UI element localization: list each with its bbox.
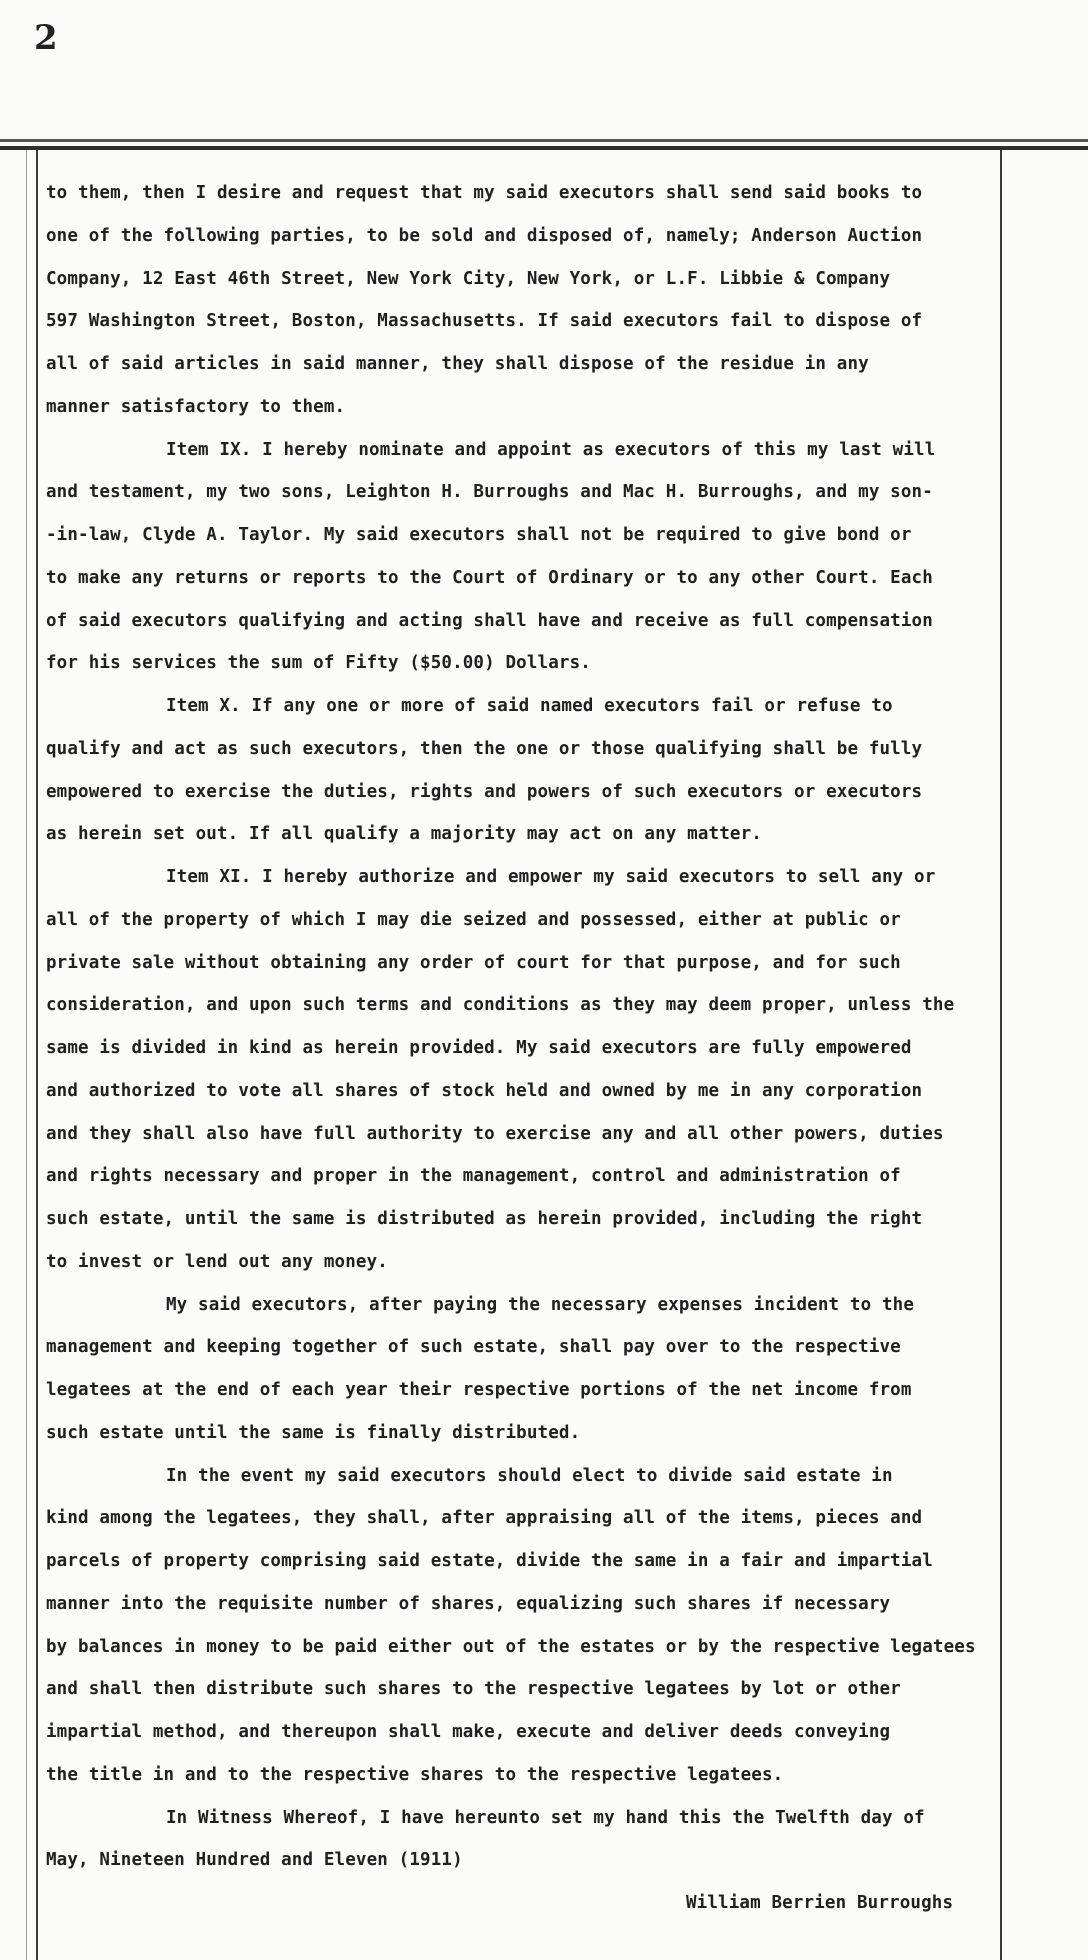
text-line: impartial method, and thereupon shall make, execute and deliver deeds conveying — [46, 1722, 891, 1742]
text-line: all of the property of which I may die seized and possessed, either at public or — [46, 909, 901, 930]
text-line: consideration, and upon such terms and conditions as they may deem proper, unless the — [46, 995, 955, 1016]
text-line: 597 Washington Street, Boston, Massachusetts. If said executors fail to dispose of — [46, 311, 923, 332]
text-line: such estate until the same is finally distributed. — [46, 1422, 581, 1443]
text-line: and shall then distribute such shares to the respective legatees by lot or other — [46, 1679, 901, 1700]
text-line: kind among the legatees, they shall, after appraising all of the items, pieces and — [46, 1508, 923, 1529]
text-line: private sale without obtaining any order of court for that purpose, and for such — [46, 952, 901, 973]
paragraph-first-line: In Witness Whereof, I have hereunto set my hand this the Twelfth day of — [166, 1807, 925, 1828]
text-line: empowered to exercise the duties, rights and powers of such executors or executors — [46, 781, 923, 802]
text-line: legatees at the end of each year their respective portions of the net income from — [46, 1380, 912, 1400]
text-line: such estate, until the same is distributed as herein provided, including the right — [46, 1209, 923, 1229]
header-rule-bottom — [0, 146, 1088, 150]
text-line: qualify and act as such executors, then the one or those qualifying shall be fully — [46, 738, 923, 759]
paragraph-first-line: Item X. If any one or more of said named executors fail or refuse to — [166, 696, 893, 716]
document-body — [46, 172, 1006, 1925]
text-line: one of the following parties, to be sold and disposed of, namely; Anderson Auction — [46, 225, 923, 246]
text-line: and authorized to vote all shares of stock held and owned by me in any corporation — [46, 1080, 923, 1101]
text-line: the title in and to the respective shares to the respective legatees. — [46, 1764, 784, 1785]
header-rule-top — [0, 139, 1088, 142]
paragraph-first-line: In the event my said executors should elect to divide said estate in — [166, 1465, 893, 1486]
text-line: May, Nineteen Hundred and Eleven (1911) — [46, 1850, 463, 1871]
page-number: 2 — [34, 18, 58, 58]
text-line: and rights necessary and proper in the management, control and administration of — [46, 1166, 901, 1187]
signature-name: William Berrien Burroughs — [686, 1893, 954, 1913]
text-line: manner into the requisite number of shares, equalizing such shares if necessary — [46, 1593, 891, 1614]
text-line: and they shall also have full authority to exercise any and all other powers, duties — [46, 1123, 944, 1144]
text-line: all of said articles in said manner, they shall dispose of the residue in any — [46, 354, 869, 374]
left-margin-rule — [36, 150, 38, 1960]
text-line: by balances in money to be paid either out of the estates or by the respective legatees — [46, 1636, 976, 1657]
text-line: parcels of property comprising said estate, divide the same in a fair and impartial — [46, 1551, 933, 1571]
text-line: to them, then I desire and request that my said executors shall send said books to — [46, 183, 923, 203]
text-line: as herein set out. If all qualify a majority may act on any matter. — [46, 824, 762, 845]
text-line: of said executors qualifying and acting shall have and receive as full compensation — [46, 610, 933, 631]
left-margin-rule-outer — [26, 150, 27, 1960]
text-line: to invest or lend out any money. — [46, 1251, 388, 1272]
paragraph-first-line: My said executors, after paying the necessary expenses incident to the — [166, 1294, 915, 1315]
text-line: management and keeping together of such estate, shall pay over to the respective — [46, 1337, 901, 1358]
text-line: same is divided in kind as herein provided. My said executors are fully empowered — [46, 1038, 912, 1058]
text-line: and testament, my two sons, Leighton H. Burroughs and Mac H. Burroughs, and my son- — [46, 482, 933, 503]
paragraph-first-line: Item XI. I hereby authorize and empower my said executors to sell any or — [166, 867, 936, 887]
text-line: for his services the sum of Fifty ($50.00) Dollars. — [46, 653, 591, 674]
text-line: to make any returns or reports to the Court of Ordinary or to any other Court. Each — [46, 567, 933, 588]
text-line: -in-law, Clyde A. Taylor. My said executors shall not be required to give bond or — [46, 525, 912, 545]
paragraph-first-line: Item IX. I hereby nominate and appoint as executors of this my last will — [166, 439, 936, 460]
text-line: manner satisfactory to them. — [46, 396, 346, 417]
text-line: Company, 12 East 46th Street, New York City, New York, or L.F. Libbie & Company — [46, 268, 891, 289]
